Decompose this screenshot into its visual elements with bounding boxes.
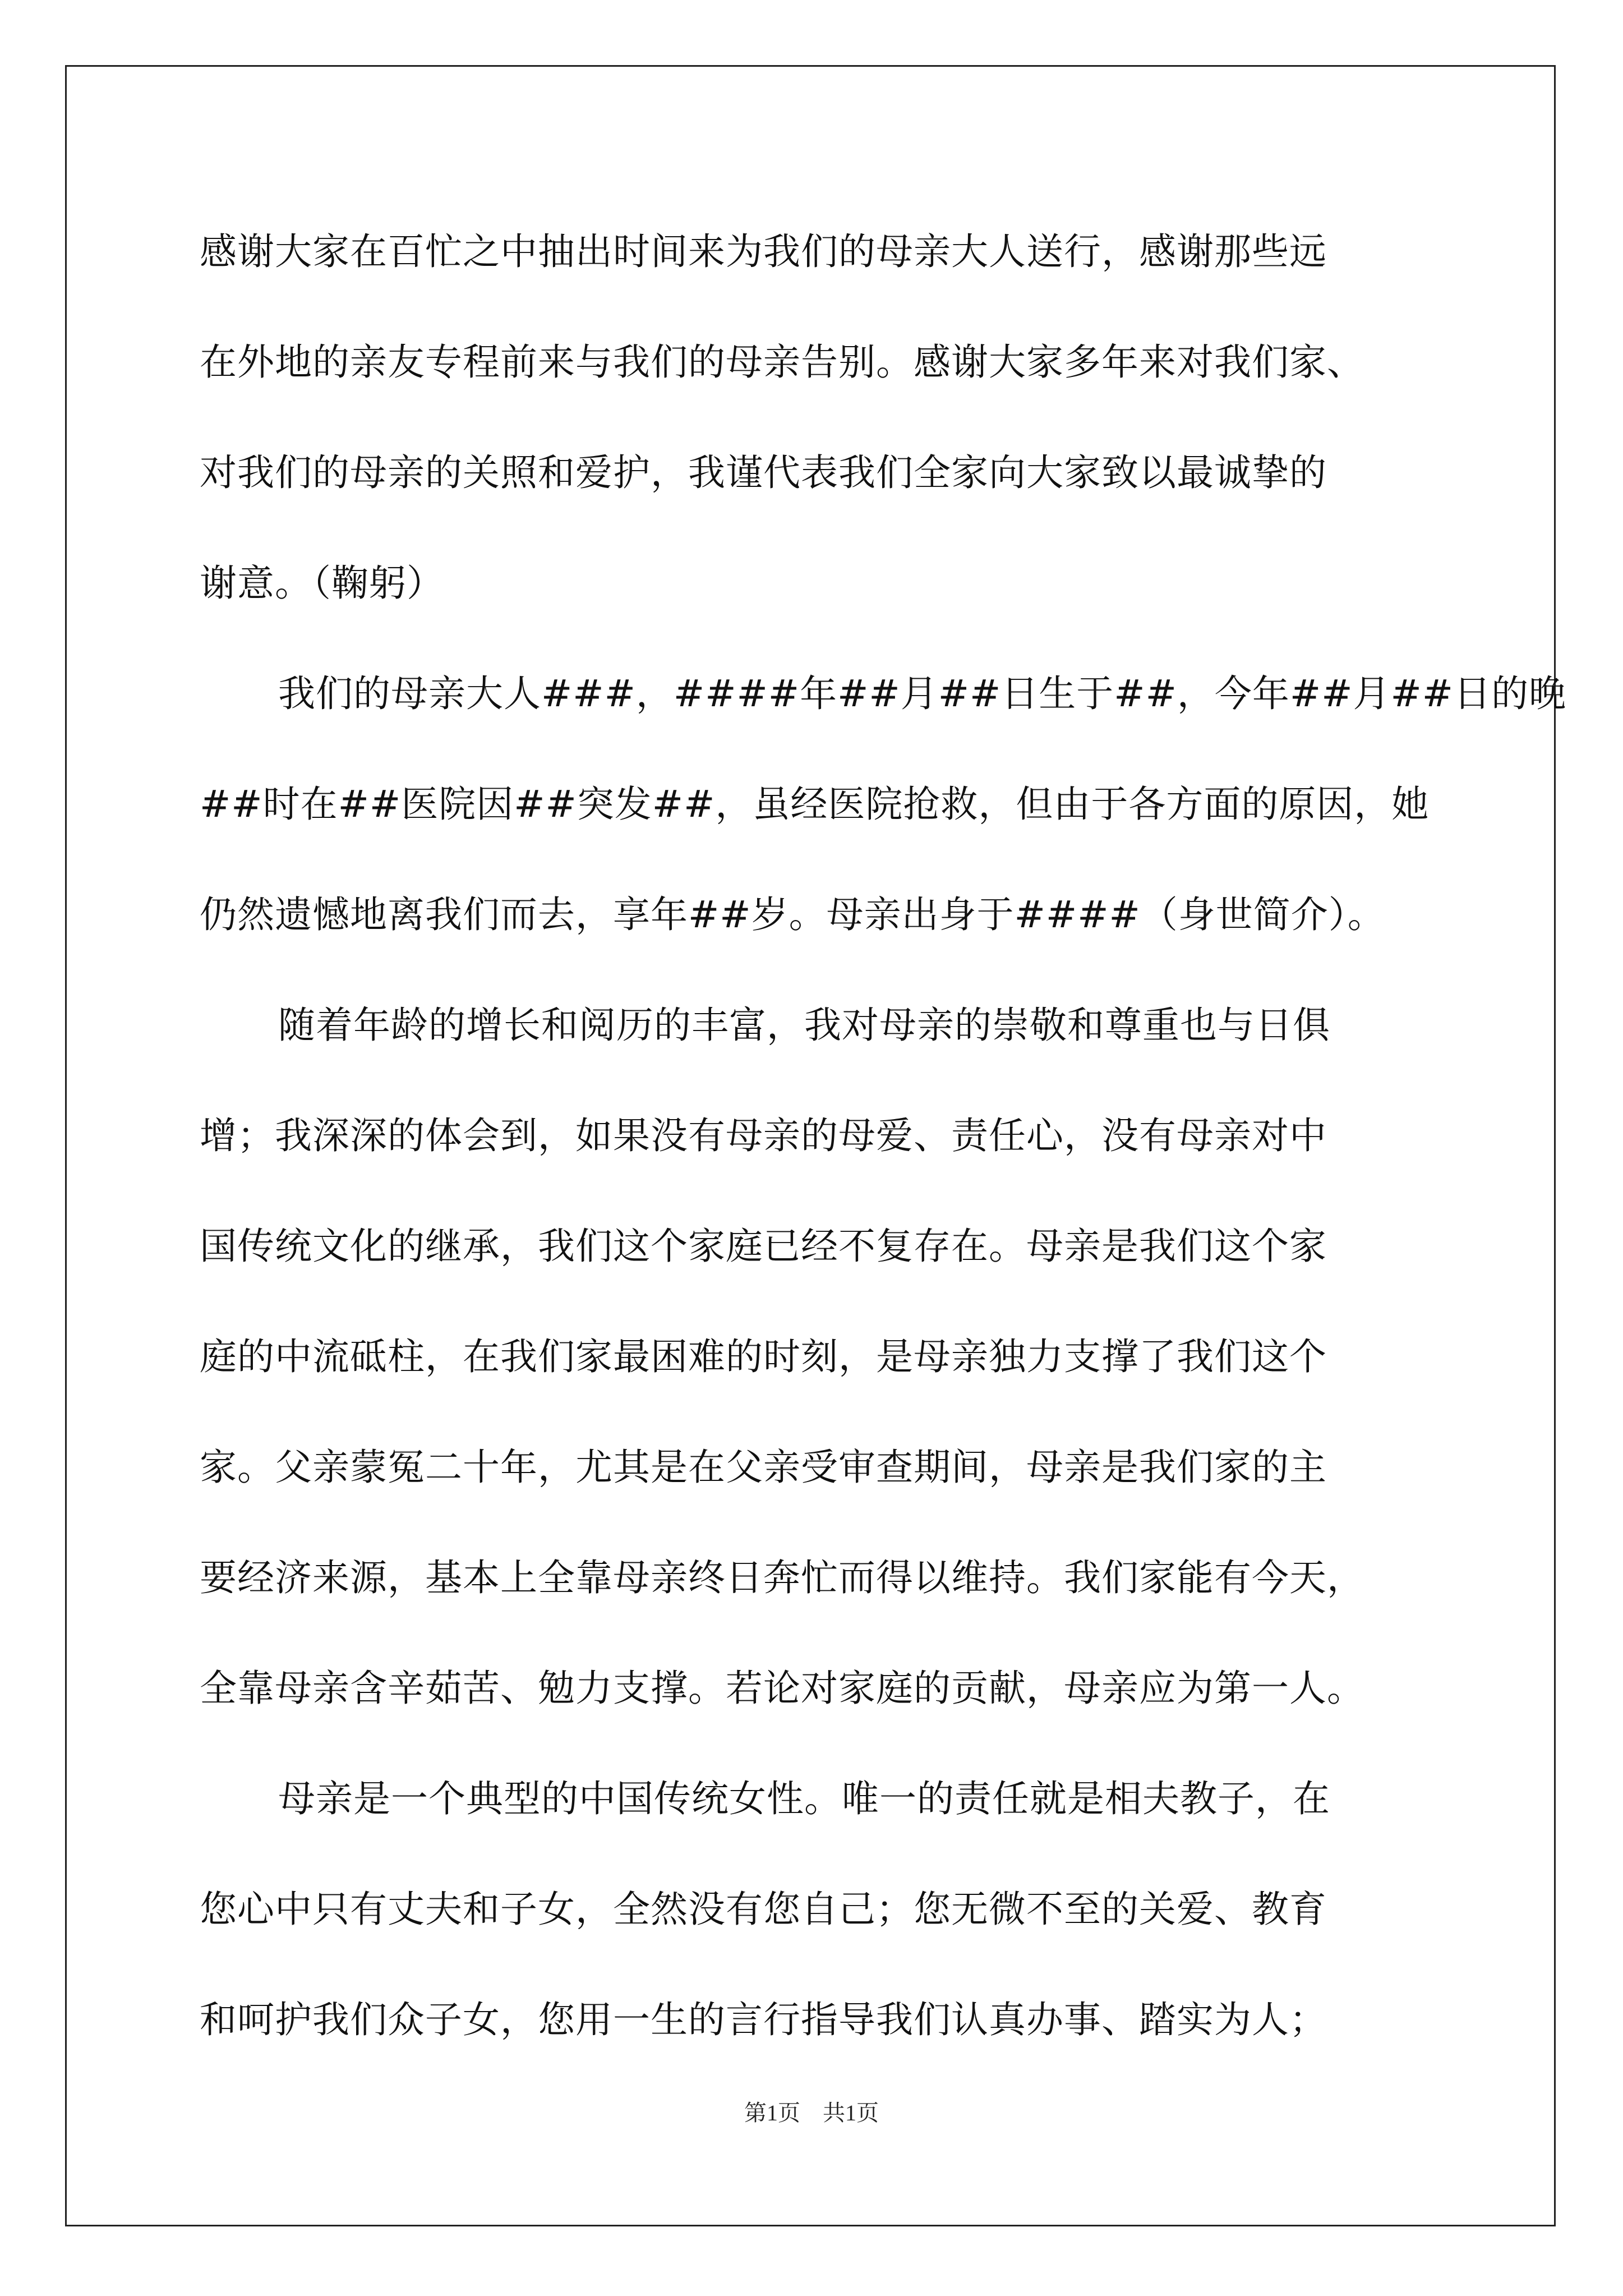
text-line: 增；我深深的体会到，如果没有母亲的母爱、责任心，没有母亲对中 [200,1114,1327,1157]
text-line: 全靠母亲含辛茹苦、勉力支撑。若论对家庭的贡献，母亲应为第一人。 [200,1667,1364,1710]
text-line: 谢意。（鞠躬） [200,562,444,605]
text-line: 国传统文化的继承，我们这个家庭已经不复存在。母亲是我们这个家 [200,1225,1327,1268]
text-line: 要经济来源，基本上全靠母亲终日奔忙而得以维持。我们家能有今天， [200,1556,1364,1599]
text-line: 对我们的母亲的关照和爱护，我谨代表我们全家向大家致以最诚挚的 [200,451,1327,494]
paragraph-first-line: 我们的母亲大人###，####年##月##日生于##，今年##月##日的晚 [278,672,1567,715]
text-line: 感谢大家在百忙之中抽出时间来为我们的母亲大人送行，感谢那些远 [200,230,1327,273]
paragraph-first-line: 随着年龄的增长和阅历的丰富，我对母亲的崇敬和尊重也与日俱 [278,1004,1330,1047]
document-body [200,224,1567,2103]
text-line: 庭的中流砥柱，在我们家最困难的时刻，是母亲独力支撑了我们这个 [200,1335,1327,1378]
text-line: ##时在##医院因##突发##，虽经医院抢救，但由于各方面的原因，她 [200,783,1430,826]
text-line: 和呵护我们众子女，您用一生的言行指导我们认真办事、踏实为人； [200,1998,1327,2041]
paragraph-first-line: 母亲是一个典型的中国传统女性。唯一的责任就是相夫教子，在 [278,1777,1330,1820]
page-number-footer: 第1页 共1页 [744,2100,879,2125]
text-line: 仍然遗憾地离我们而去，享年##岁。母亲出身于####（身世简介）。 [200,893,1385,936]
text-line: 家。父亲蒙冤二十年，尤其是在父亲受审查期间，母亲是我们家的主 [200,1446,1327,1489]
text-line: 在外地的亲友专程前来与我们的母亲告别。感谢大家多年来对我们家、 [200,341,1364,384]
text-line: 您心中只有丈夫和子女，全然没有您自己；您无微不至的关爱、教育 [200,1888,1327,1931]
